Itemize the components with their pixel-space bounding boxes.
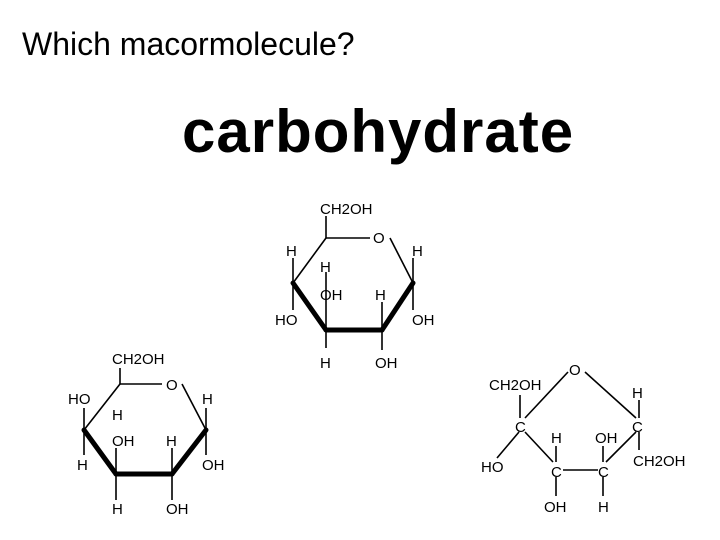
glucose-top-oh-inner: OH [320,287,343,304]
question-title: Which macormolecule? [22,26,355,62]
glucose-left-ring-o: O [166,377,178,394]
answer-text: carbohydrate [182,98,575,165]
glucose-top-oh-right: OH [412,312,435,329]
fructose-c-bottom-left: C [551,464,562,481]
fructose-ho-left: HO [481,459,504,476]
glucose-top-h-right: H [412,243,423,260]
glucose-top-h-bottom: H [320,355,331,372]
fructose-oh-bottom: OH [544,499,567,516]
glucose-top-h-inner: H [320,259,331,276]
fructose-c-left: C [515,419,526,436]
glucose-left-ch2oh: CH2OH [112,351,165,368]
glucose-top-ch2oh: CH2OH [320,201,373,218]
fructose-ring-o: O [569,362,581,379]
glucose-top-h-left: H [286,243,297,260]
fructose-c-right: C [632,419,643,436]
glucose-left-structure [68,351,225,518]
glucose-top-ho-left: HO [275,312,298,329]
glucose-left-h-right: H [202,391,213,408]
fructose-structure [481,362,686,516]
glucose-left-ho-left: HO [68,391,91,408]
glucose-left-h-left: H [77,457,88,474]
glucose-top-structure [275,201,435,372]
fructose-h-inner: H [551,430,562,447]
fructose-c-bottom-right: C [598,464,609,481]
fructose-ch2oh-right: CH2OH [633,453,686,470]
fructose-oh-inner: OH [595,430,618,447]
glucose-left-oh-inner: OH [112,433,135,450]
fructose-h-bottom: H [598,499,609,516]
fructose-ch2oh-left: CH2OH [489,377,542,394]
glucose-top-ring-o: O [373,230,385,247]
glucose-top-h-inner2: H [375,287,386,304]
glucose-left-h-bottom: H [112,501,123,518]
glucose-top-oh-bottom: OH [375,355,398,372]
glucose-left-h-inner: H [112,407,123,424]
fructose-h-right-top: H [632,385,643,402]
glucose-left-oh-bottom: OH [166,501,189,518]
glucose-left-oh-right: OH [202,457,225,474]
glucose-left-h-inner2: H [166,433,177,450]
